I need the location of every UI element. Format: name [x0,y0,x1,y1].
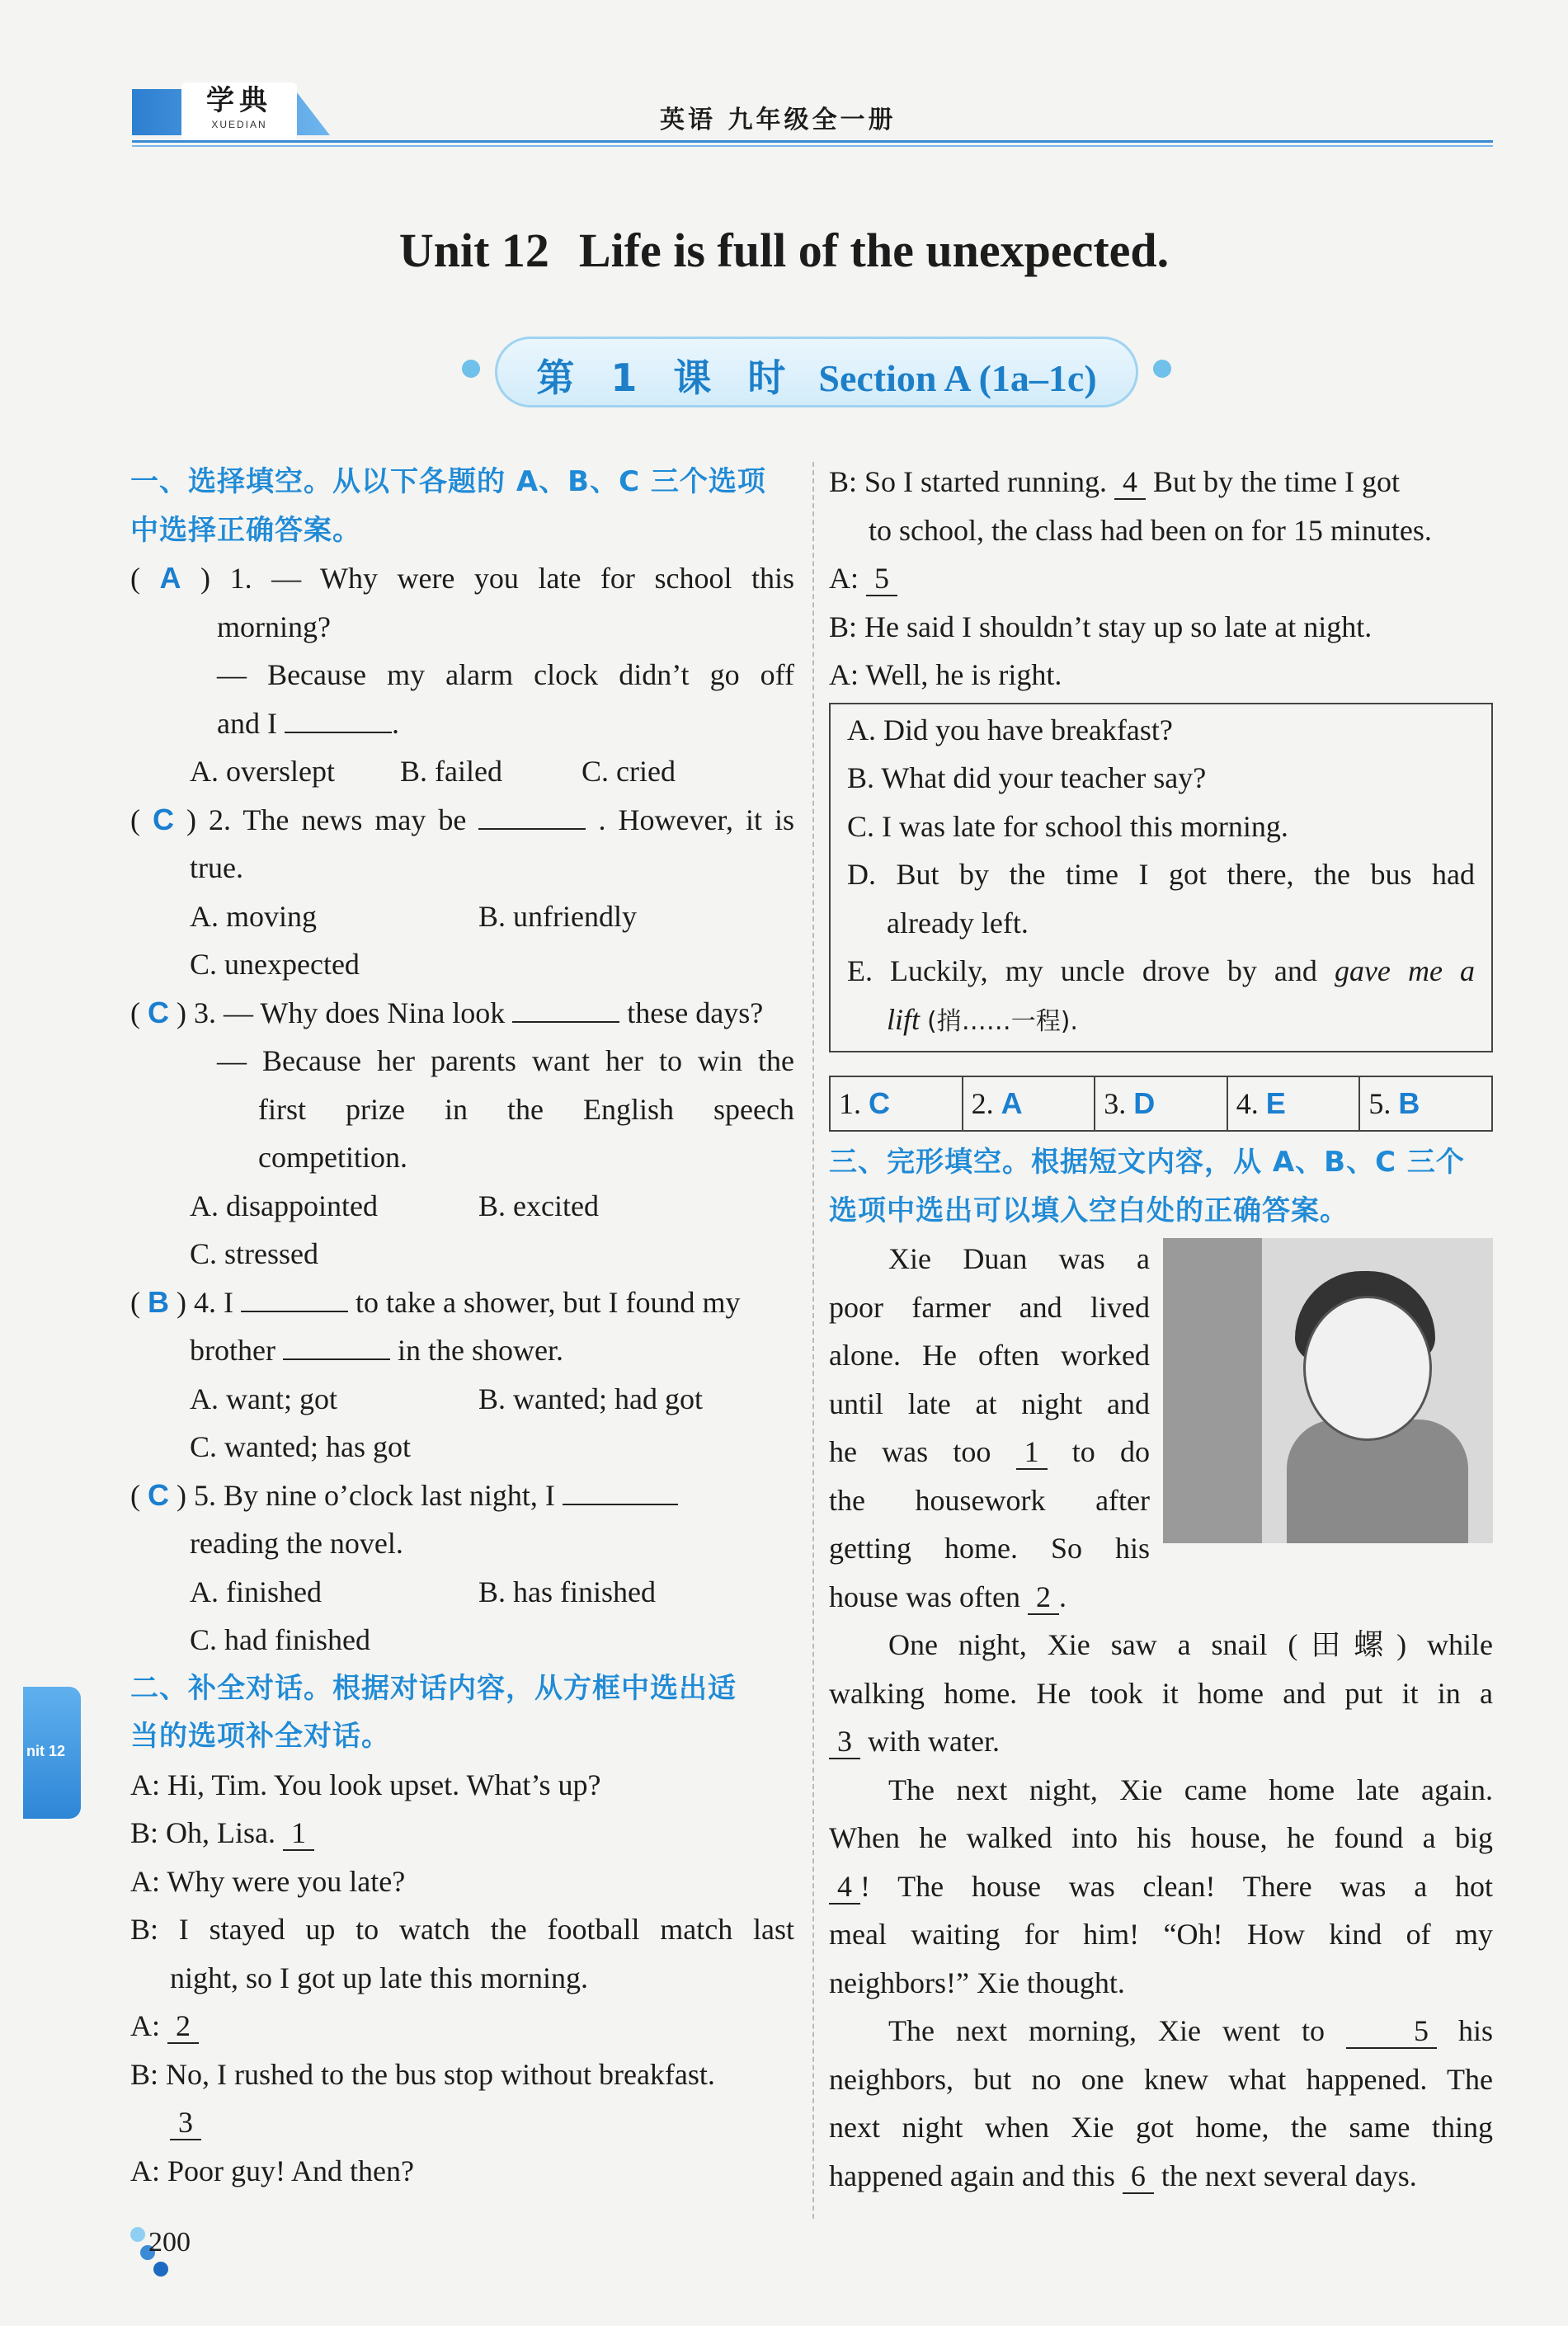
passage-text: happened again and this [829,2159,1115,2192]
answer-cell-value: B [1398,1086,1420,1120]
question-2: ( C ) 2. The news may be . However, it is true. A. moving B. unfriendly C. unexpected [130,796,794,989]
unit-side-tab [23,1687,81,1819]
answer-cell-num: 4. [1236,1087,1259,1120]
column-divider [812,462,814,2219]
q1-line4: and I [217,706,277,740]
answer-cell-num: 1. [839,1087,861,1120]
q2-text: 2. The news may be [209,803,467,836]
illustration-face [1303,1296,1432,1441]
question-1: ( A ) 1. — Why were you late for school this morning? — Because my alarm clock didn’t go off and I . A. overslept B. failed C. cried [130,554,794,796]
passage-text: the next several days. [1161,2159,1417,2192]
passage-text: he was too [829,1435,991,1468]
unit-name: Life is full of the unexpected. [578,224,1170,277]
q4-text-mid: to take a shower, but I found my [356,1285,741,1319]
answer-mark: C [153,802,175,836]
option-c[interactable]: C. wanted; has got [190,1430,411,1463]
q2-text-after: . However, it is [598,803,795,836]
part1-heading-line2: 中选择正确答案。 [130,513,361,547]
lesson-en: Section A (1a–1c) [818,357,1097,399]
option-c[interactable]: C. stressed [190,1237,318,1270]
logo-en: XUEDIAN [211,119,267,130]
passage-line: next night when Xie got home, the same thing [829,2111,1493,2144]
part1-heading [130,458,794,554]
option-a[interactable]: A. disappointed [190,1189,378,1222]
dialogue-line: B: Oh, Lisa. [130,1816,275,1849]
page-number: 200 [148,2227,191,2258]
answer-cell-num: 2. [971,1087,994,1120]
cloze-blank-1[interactable]: 1 [1016,1435,1048,1470]
option-b[interactable]: B. wanted; had got [478,1382,703,1415]
answer-blank[interactable] [563,1476,678,1505]
left-column [130,458,794,2195]
passage-text: with water. [868,1725,1000,1758]
option-b[interactable]: B. failed [400,755,502,788]
book-title: 英语 九年级全一册 [660,106,897,134]
passage-line: walking home. He took it home and put it in a [829,1676,1493,1710]
box-option-d-cont: already left. [887,906,1029,939]
box-option-c: C. I was late for school this morning. [847,809,1288,843]
question-5: ( C ) 5. By nine o’clock last night, I reading the novel. A. finished B. has finished C. had finished [130,1471,794,1664]
cloze-blank-5[interactable]: 5 [1346,2014,1437,2049]
question-4: ( B ) 4. I to take a shower, but I found my brother in the shower. A. want; got B. wanted; had got C. wanted; has got [130,1278,794,1471]
unit-number: Unit 12 [398,224,549,277]
dialogue-line: B: I stayed up to watch the football match last [130,1913,794,1946]
answer-blank-2[interactable] [283,1330,390,1360]
dialogue-blank-5[interactable]: 5 [866,562,897,596]
dialogue-blank-4[interactable]: 4 [1114,465,1146,500]
q4-line2-after: in the shower. [397,1334,563,1367]
q2-line2: true. [190,851,243,884]
option-c[interactable]: C. cried [582,755,676,788]
box-option-e-gloss: (捎……一程). [927,1006,1078,1036]
option-a[interactable]: A. overslept [190,755,335,788]
q3-line2: — Because her parents want her to win the [217,1044,794,1077]
dialogue-line-cont: night, so I got up late this morning. [170,1961,588,1994]
q1-line2: morning? [217,610,331,643]
answer-cell[interactable] [963,1077,1096,1130]
right-column [829,458,1493,2200]
answer-cell-num: 5. [1368,1087,1391,1120]
answer-cell-value: A [1001,1086,1023,1120]
answer-mark: C [148,1477,169,1512]
option-a[interactable]: A. want; got [190,1382,337,1415]
cloze-blank-4[interactable]: 4 [829,1870,860,1905]
logo [181,82,297,140]
option-b[interactable]: B. excited [478,1189,599,1222]
answer-mark: B [148,1284,169,1319]
q1-period: . [391,706,399,740]
answer-cell[interactable] [831,1077,963,1130]
option-c[interactable]: C. unexpected [190,948,360,981]
dialogue-line-after: But by the time I got [1152,465,1400,498]
passage-text: ! The house was clean! There was a hot [860,1869,1493,1903]
box-option-d: D. But by the time I got there, the bus had [847,858,1475,891]
passage-line: meal waiting for him! “Oh! How kind of my [829,1918,1493,1951]
dialogue-line: A: Why were you late? [130,1864,406,1898]
dialogue-line: B: He said I shouldn’t stay up so late at night. [829,610,1373,643]
story-illustration [1163,1238,1493,1543]
passage-line: until late at night and [829,1387,1150,1420]
dialogue-line: A: Hi, Tim. You look upset. What’s up? [130,1768,601,1801]
passage-line: One night, Xie saw a snail (田螺) while [888,1628,1493,1661]
answer-cell-value: E [1265,1086,1286,1120]
q1-line1: 1. — Why were you late for school this [229,562,794,595]
passage-text: to do [1071,1435,1150,1468]
answer-mark: A [159,561,181,595]
dialogue-blank-3[interactable]: 3 [170,2106,201,2140]
lesson-cn: 第 1 课 时 [536,355,798,400]
answer-blank[interactable] [512,993,619,1023]
passage-line: neighbors!” Xie thought. [829,1966,1125,1999]
q1-line3: — Because my alarm clock didn’t go off [217,658,794,691]
cloze-blank-6[interactable]: 6 [1123,2159,1154,2194]
box-option-b: B. What did your teacher say? [847,761,1207,794]
part2-heading-line1: 二、补全对话。根据对话内容，从方框中选出适 [130,1671,737,1705]
box-option-e-italic: gave me a [1334,954,1476,987]
passage-line: Xie Duan was a [888,1242,1150,1275]
option-b[interactable]: B. has finished [478,1575,656,1608]
passage-line: The next night, Xie came home late again. [888,1773,1493,1806]
cloze-blank-3[interactable]: 3 [829,1725,860,1759]
lesson-banner [462,337,1171,407]
dialogue-continued [829,458,1493,699]
passage-line: poor farmer and lived [829,1290,1150,1324]
dialogue-line-cont: to school, the class had been on for 15 minutes. [869,513,1432,547]
passage-line: alone. He often worked [829,1339,1150,1372]
answer-mark: C [148,995,169,1029]
part2-heading-line2: 当的选项补全对话。 [130,1720,390,1753]
dialogue-line: B: No, I rushed to the bus stop without breakfast. [130,2057,715,2091]
question-3: ( C ) 3. — Why does Nina look these days? — Because her parents want her to win the first prize in the English speech competition. A. disappointed B. excited C. stressed [130,989,794,1278]
part3-heading [829,1138,1493,1235]
dialogue-line: B: So I started running. [829,465,1107,498]
q4-text: 4. I [194,1285,233,1319]
header-rule [132,140,1493,143]
box-option-a: A. Did you have breakfast? [847,713,1173,746]
lesson-text [462,348,1171,403]
passage-line: the housework after [829,1483,1150,1517]
q3-line4: competition. [258,1141,407,1174]
q3-text-after: these days? [627,996,764,1029]
dialogue-line: A: Poor guy! And then? [130,2154,414,2187]
answer-cell[interactable] [1228,1077,1361,1130]
option-b[interactable]: B. unfriendly [478,899,637,933]
option-a[interactable]: A. finished [190,1575,322,1608]
part1-heading-line1: 一、选择填空。从以下各题的 A、B、C 三个选项 [130,465,766,498]
part2-heading [130,1664,794,1761]
answer-cell[interactable] [1360,1077,1491,1130]
passage-line: neighbors, but no one knew what happened. The [829,2062,1493,2096]
box-option-e-lift: lift [887,1002,921,1036]
answer-blank[interactable] [285,704,392,733]
cloze-blank-2[interactable]: 2 [1028,1580,1059,1615]
answer-cell-num: 3. [1104,1087,1127,1120]
page-dot-icon [153,2262,168,2277]
header-rule-thin [132,145,1493,147]
answer-grid [829,1076,1493,1132]
dialogue-line: A: Well, he is right. [829,658,1062,691]
answer-blank[interactable] [241,1283,348,1312]
side-tab-label: nit 12 [26,1743,66,1759]
dialogue-blank-2[interactable]: 2 [167,2009,199,2044]
passage-line: When he walked into his house, he found a big [829,1821,1493,1854]
passage-text: house was often [829,1580,1020,1613]
q4-line2: brother [190,1334,275,1367]
dialogue-line: A: [130,2009,160,2042]
dialogue-line: A: [829,562,859,595]
q5-text: 5. By nine o’clock last night, I [194,1478,555,1512]
option-a[interactable]: A. moving [190,899,318,933]
q3-text: 3. — Why does Nina look [194,996,506,1029]
answer-blank[interactable] [478,800,586,830]
q3-line3: first prize in the English speech [258,1092,794,1126]
answer-cell-value: C [869,1086,890,1120]
part3-heading-line2: 选项中选出可以填入空白处的正确答案。 [829,1194,1349,1227]
illustration-wall [1163,1238,1262,1543]
unit-title [0,223,1568,278]
answer-cell[interactable] [1095,1077,1228,1130]
answer-cell-value: D [1133,1086,1156,1120]
passage-text: The next morning, Xie went to [888,2014,1325,2047]
passage-text: his [1458,2014,1494,2047]
dialogue [130,1761,794,2196]
logo-cn: 学典 [206,84,272,117]
passage-line: getting home. So his [829,1532,1150,1565]
page-dot-icon [130,2227,145,2242]
dialogue-blank-1[interactable]: 1 [283,1816,314,1851]
cloze-passage: Xie Duan was a poor farmer and lived alone. He often worked until late at night and he was too 1 to do the housework after getting home. So his house was often 2 . One night, Xie saw a snail (田螺) while walking home. He took it home and put it in a 3 with water. The next night, Xie came home late again. When he walked into his house, he found a big 4 ! The house was clean! There was a hot meal waiting for him! “Oh! How kind of my neighbors!” Xie thought. The next morning, Xie went to 5 his neighbors, but no one knew what happened. The next night when Xie got home, the same thing happened again and this 6 the next several days. [829,1235,1493,2200]
box-option-e: E. Luckily, my uncle drove by and [847,954,1317,987]
option-c[interactable]: C. had finished [190,1623,370,1656]
options-box [829,703,1493,1053]
q5-line2: reading the novel. [190,1527,403,1560]
part3-heading-line1: 三、完形填空。根据短文内容，从 A、B、C 三个 [829,1146,1465,1179]
